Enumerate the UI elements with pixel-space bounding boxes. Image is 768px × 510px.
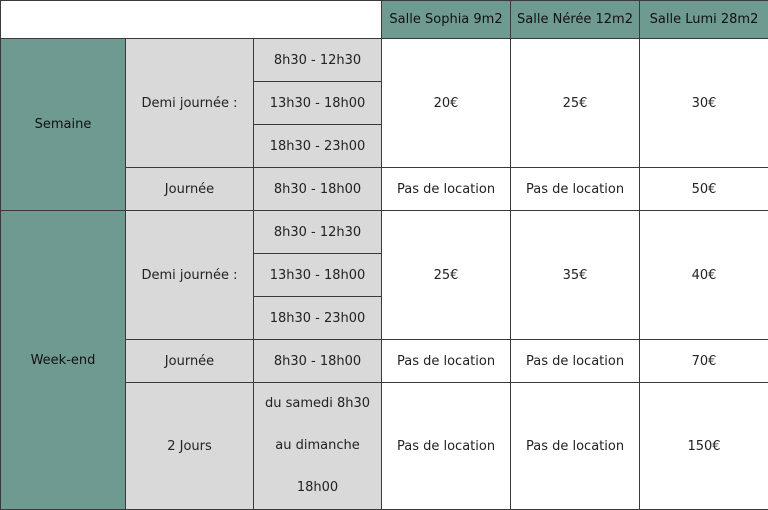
type-demi-journee: Demi journée : bbox=[126, 39, 254, 168]
price-cell: 40€ bbox=[640, 211, 768, 340]
slot-cell: 18h30 - 23h00 bbox=[254, 297, 382, 340]
header-room-lumi: Salle Lumi 28m2 bbox=[640, 1, 768, 39]
type-deux-jours: 2 Jours bbox=[126, 383, 254, 510]
corner-cell bbox=[1, 1, 382, 39]
slot-cell: 13h30 - 18h00 bbox=[254, 254, 382, 297]
slot-cell: 8h30 - 12h30 bbox=[254, 211, 382, 254]
period-weekend: Week-end bbox=[1, 211, 126, 510]
slot-cell bbox=[254, 383, 382, 510]
slot-cell: 8h30 - 18h00 bbox=[254, 340, 382, 383]
header-row bbox=[1, 1, 768, 39]
price-cell: Pas de location bbox=[382, 383, 511, 510]
type-demi-journee: Demi journée : bbox=[126, 211, 254, 340]
table-row bbox=[1, 211, 768, 254]
price-cell: 25€ bbox=[511, 39, 640, 168]
price-cell: 50€ bbox=[640, 168, 768, 211]
type-journee: Journée bbox=[126, 168, 254, 211]
type-journee: Journée bbox=[126, 340, 254, 383]
price-cell: Pas de location bbox=[382, 340, 511, 383]
slot-line: au dimanche 18h00 bbox=[254, 425, 381, 509]
price-cell: 20€ bbox=[382, 39, 511, 168]
slot-cell: 18h30 - 23h00 bbox=[254, 125, 382, 168]
price-cell: 25€ bbox=[382, 211, 511, 340]
slot-cell: 8h30 - 12h30 bbox=[254, 39, 382, 82]
price-cell: 150€ bbox=[640, 383, 768, 510]
price-cell: Pas de location bbox=[511, 168, 640, 211]
header-room-sophia: Salle Sophia 9m2 bbox=[382, 1, 511, 39]
price-cell: 70€ bbox=[640, 340, 768, 383]
slot-cell: 13h30 - 18h00 bbox=[254, 82, 382, 125]
slot-line: du samedi 8h30 bbox=[254, 383, 381, 425]
price-cell: 30€ bbox=[640, 39, 768, 168]
period-semaine: Semaine bbox=[1, 39, 126, 211]
price-cell: 35€ bbox=[511, 211, 640, 340]
table-row bbox=[1, 39, 768, 82]
price-cell: Pas de location bbox=[511, 340, 640, 383]
header-room-neree: Salle Nérée 12m2 bbox=[511, 1, 640, 39]
slot-cell: 8h30 - 18h00 bbox=[254, 168, 382, 211]
price-cell: Pas de location bbox=[511, 383, 640, 510]
price-cell: Pas de location bbox=[382, 168, 511, 211]
